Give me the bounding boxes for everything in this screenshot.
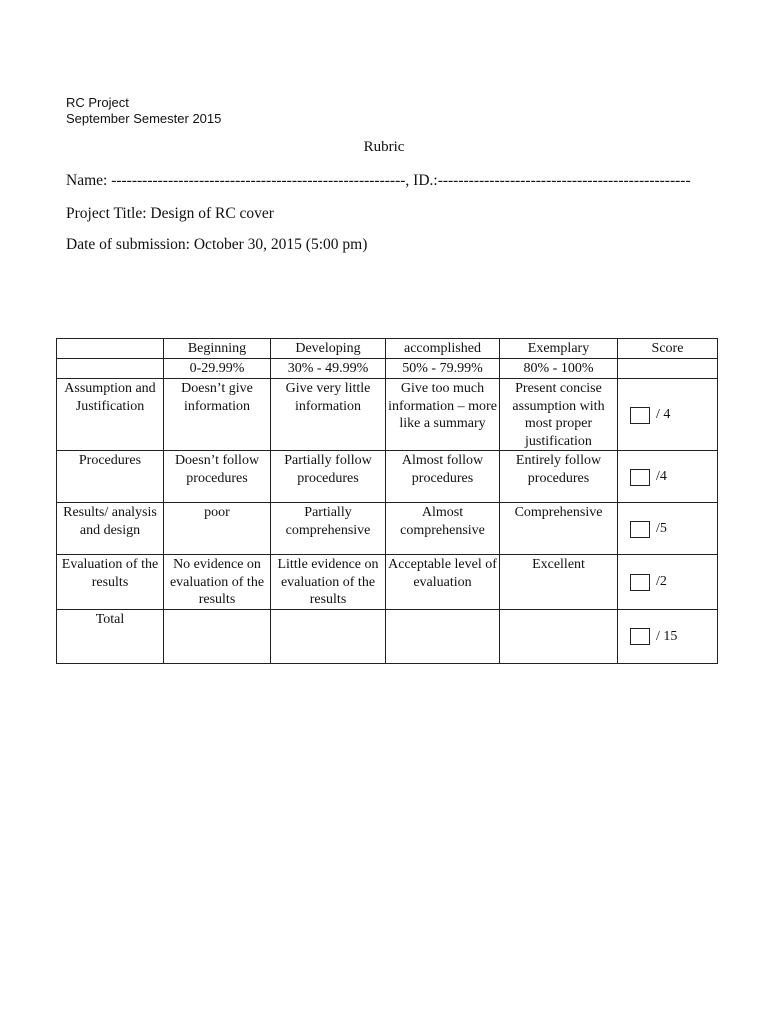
score-cell: [618, 451, 718, 503]
level-cell: No evidence on evaluation of the results: [164, 555, 271, 610]
score-input-box[interactable]: [630, 574, 650, 591]
level-cell: Excellent: [500, 555, 618, 610]
table-row: [57, 379, 718, 451]
header-beginning: Beginning: [164, 339, 271, 359]
header-accomplished: accomplished: [386, 339, 500, 359]
score-input-box[interactable]: [630, 469, 650, 486]
header-cell-blank: [57, 339, 164, 359]
level-cell: Almost comprehensive: [386, 503, 500, 555]
level-cell: poor: [164, 503, 271, 555]
level-cell: Doesn’t follow procedures: [164, 451, 271, 503]
name-id-line: Name: ---------------------------------------------------------, ID.:-------------------------------------------------: [66, 172, 691, 189]
score-input-box[interactable]: [630, 521, 650, 538]
level-cell: Entirely follow procedures: [500, 451, 618, 503]
total-label: Total: [57, 609, 164, 663]
score-input-box[interactable]: [630, 407, 650, 424]
level-cell: Comprehensive: [500, 503, 618, 555]
score-cell: [618, 379, 718, 451]
total-blank-cell: [386, 609, 500, 663]
rubric-table: [56, 338, 718, 664]
table-header-row: [57, 339, 718, 359]
header-developing: Developing: [271, 339, 386, 359]
level-cell: Acceptable level of evaluation: [386, 555, 500, 610]
range-cell-blank: [57, 359, 164, 379]
criterion-label: Procedures: [57, 451, 164, 503]
total-score-input-box[interactable]: [630, 628, 650, 645]
criterion-label: Results/ analysis and design: [57, 503, 164, 555]
total-score-cell: [618, 609, 718, 663]
max-points: /5: [656, 521, 667, 537]
total-max-points: / 15: [656, 628, 678, 644]
level-cell: Doesn’t give information: [164, 379, 271, 451]
header-exemplary: Exemplary: [500, 339, 618, 359]
total-blank-cell: [500, 609, 618, 663]
max-points: /2: [656, 574, 667, 590]
level-cell: Partially follow procedures: [271, 451, 386, 503]
table-row: [57, 555, 718, 610]
total-blank-cell: [164, 609, 271, 663]
total-row: [57, 609, 718, 663]
submission-date-line: Date of submission: October 30, 2015 (5:00 pm): [66, 236, 368, 253]
total-blank-cell: [271, 609, 386, 663]
level-cell: Give very little information: [271, 379, 386, 451]
range-exemplary: 80% - 100%: [500, 359, 618, 379]
semester-label: September Semester 2015: [66, 111, 222, 126]
criterion-label: Evaluation of the results: [57, 555, 164, 610]
range-score-blank: [618, 359, 718, 379]
table-row: [57, 503, 718, 555]
level-cell: Give too much information – more like a summary: [386, 379, 500, 451]
level-cell: Present concise assumption with most proper justification: [500, 379, 618, 451]
table-row: [57, 451, 718, 503]
range-accomplished: 50% - 79.99%: [386, 359, 500, 379]
max-points: /4: [656, 469, 667, 485]
level-cell: Partially comprehensive: [271, 503, 386, 555]
level-cell: Little evidence on evaluation of the results: [271, 555, 386, 610]
level-cell: Almost follow procedures: [386, 451, 500, 503]
criterion-label: Assumption and Justification: [57, 379, 164, 451]
max-points: / 4: [656, 407, 671, 423]
header-score: Score: [618, 339, 718, 359]
score-cell: [618, 503, 718, 555]
score-cell: [618, 555, 718, 610]
course-title: RC Project: [66, 95, 129, 110]
range-developing: 30% - 49.99%: [271, 359, 386, 379]
range-row: [57, 359, 718, 379]
page-title: Rubric: [363, 139, 405, 155]
range-beginning: 0-29.99%: [164, 359, 271, 379]
project-title-line: Project Title: Design of RC cover: [66, 205, 274, 222]
